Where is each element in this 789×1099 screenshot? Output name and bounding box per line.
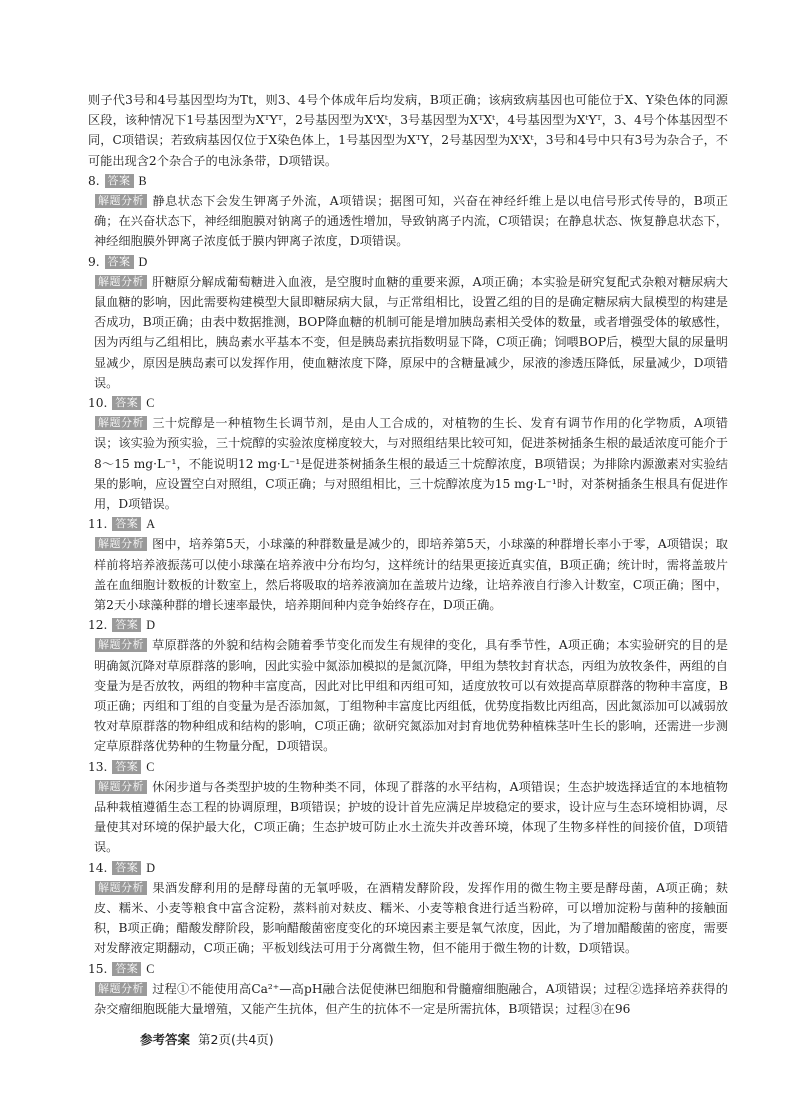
answer-value: A bbox=[146, 517, 156, 532]
question-number: 10. bbox=[88, 396, 108, 411]
question-13 bbox=[88, 757, 728, 858]
analysis-text: 图中，培养第5天，小球藻的种群数量是减少的，即培养第5天，小球藻的种群增长率小于零，A项错误；取样前将培养液振荡可以使小球藻在培养液中分布均匀，这样统计的结果更接近真实值，B项正确；统计时，需将盖玻片盖在血细胞计数板的计数室上，然后将吸取的培养液滴加在盖玻片边缘，让培养液自行渗入计数室，C项正确；图中，第2天小球藻种群的增长速率最快，培养期间种内竞争始终存在，D项正确。 bbox=[94, 537, 728, 613]
question-number: 13. bbox=[88, 759, 108, 774]
analysis-tag: 解题分析 bbox=[95, 275, 147, 289]
analysis-tag: 解题分析 bbox=[95, 982, 147, 996]
answer-tag: 答案 bbox=[112, 517, 141, 531]
answer-line bbox=[88, 171, 728, 191]
page-footer bbox=[140, 1030, 274, 1048]
answer-tag: 答案 bbox=[112, 861, 141, 875]
analysis-text: 果酒发酵利用的是酵母菌的无氧呼吸，在酒精发酵阶段，发挥作用的微生物主要是酵母菌，A项正确；麸皮、糯米、小麦等粮食中富含淀粉，蒸料前对麸皮、糯米、小麦等粮食进行适当粉碎，可以增加淀粉与菌种的接触面积，B项正确；醋酸发酵阶段，影响醋酸菌密度变化的环境因素主要是氧气浓度，因此，为了增加醋酸菌的密度，需要对发酵液定期翻动，C项正确；平板划线法可用于分离微生物，但不能用于微生物的计数，D项错误。 bbox=[94, 880, 728, 956]
answer-value: B bbox=[138, 173, 147, 188]
answer-tag: 答案 bbox=[112, 760, 141, 774]
analysis-text: 过程①不能使用高Ca²⁺—高pH融合法促使淋巴细胞和骨髓瘤细胞融合，A项错误；过程②选择培养获得的杂交瘤细胞既能大量增殖，又能产生抗体，但产生的抗体不一定是所需抗体，B项错误；过程③在96 bbox=[94, 981, 728, 1017]
answer-value: C bbox=[146, 396, 155, 411]
answer-value: C bbox=[146, 961, 155, 976]
answer-line bbox=[88, 615, 728, 635]
question-number: 14. bbox=[88, 860, 108, 875]
question-number: 15. bbox=[88, 961, 108, 976]
analysis-text: 三十烷醇是一种植物生长调节剂，是由人工合成的，对植物的生长、发育有调节作用的化学物质，A项错误；该实验为预实验，三十烷醇的实验浓度梯度较大，与对照组结果比较可知，促进茶树插条生根的最适浓度可能介于8～15 mg·L⁻¹，不能说明12 mg·L⁻¹是促进茶树插条生根的最适三十烷醇浓度，B项错误；为排除内源激素对实验结果的影响，应设置空白对照组，C项正确；与对照组相比，三十烷醇浓度为15 mg·L⁻¹时，对茶树插条生根具有促进作用，D项错误。 bbox=[94, 416, 728, 512]
analysis-tag: 解题分析 bbox=[95, 780, 147, 794]
answer-line bbox=[88, 959, 728, 979]
question-9 bbox=[88, 252, 728, 393]
question-number: 11. bbox=[88, 517, 108, 532]
answer-tag: 答案 bbox=[112, 618, 141, 632]
answer-tag: 答案 bbox=[112, 962, 141, 976]
continuation-paragraph: 则子代3号和4号基因型均为Tt，则3、4号个体成年后均发病，B项正确；该病致病基因也可能位于X、Y染色体的同源区段，该种情况下1号基因型为XᵀYᵀ，2号基因型为XᵗXᵗ，3号基因型为XᵀXᵗ，4号基因型为XᵗYᵀ，3、4号个体基因型不同，C项错误；若致病基因仅位于X染色体上，1号基因型为XᵀY，2号基因型为XᵗXᵗ，3号和4号中只有3号为杂合子，不可能出现含2个杂合子的电泳条带，D项错误。 bbox=[88, 93, 728, 168]
analysis-tag: 解题分析 bbox=[95, 194, 147, 208]
analysis-paragraph bbox=[88, 413, 728, 514]
question-15 bbox=[88, 959, 728, 1020]
analysis-tag: 解题分析 bbox=[95, 638, 147, 652]
question-number: 8. bbox=[88, 173, 100, 188]
question-14 bbox=[88, 858, 728, 959]
analysis-text: 休闲步道与各类型护坡的生物种类不同，体现了群落的水平结构，A项错误；生态护坡选择适宜的本地植物品种栽植遵循生态工程的协调原理，B项错误；护坡的设计首先应满足岸坡稳定的要求，设计应与生态环境相协调，尽量使其对环境的保护最大化，C项正确；生态护坡可防止水土流失并改善环境，体现了生物多样性的间接价值，D项错误。 bbox=[94, 779, 728, 855]
answer-line bbox=[88, 252, 728, 272]
analysis-paragraph bbox=[88, 191, 728, 252]
analysis-text: 肝糖原分解成葡萄糖进入血液，是空腹时血糖的重要来源，A项正确；本实验是研究复配式杂粮对糖尿病大鼠血糖的影响，因此需要构建模型大鼠即糖尿病大鼠，与正常组相比，设置乙组的目的是确定糖尿病大鼠模型的构建是否成功，B项正确；由表中数据推测，BOP降血糖的机制可能是增加胰岛素相关受体的数量，或者增强受体的敏感性，因为丙组与乙组相比，胰岛素水平基本不变，但是胰岛素抗指数明显下降，C项正确；饲喂BOP后，模型大鼠的尿量明显减少，原因是胰岛素可以发挥作用，使血糖浓度下降，原尿中的含糖量减少，尿液的渗透压降低，尿量减少，D项错误。 bbox=[94, 274, 728, 390]
answer-line bbox=[88, 858, 728, 878]
analysis-paragraph bbox=[88, 272, 728, 393]
footer-page-number: 第2页(共4页) bbox=[198, 1032, 274, 1047]
answer-value: D bbox=[138, 254, 148, 269]
answer-tag: 答案 bbox=[105, 174, 134, 188]
analysis-paragraph bbox=[88, 979, 728, 1019]
analysis-paragraph bbox=[88, 534, 728, 615]
answer-tag: 答案 bbox=[105, 255, 134, 269]
answer-document bbox=[88, 90, 728, 1019]
analysis-paragraph bbox=[88, 878, 728, 959]
question-number: 9. bbox=[88, 254, 100, 269]
answer-value: C bbox=[146, 759, 155, 774]
answer-value: D bbox=[146, 618, 156, 633]
analysis-text: 静息状态下会发生钾离子外流，A项错误；据图可知，兴奋在神经纤维上是以电信号形式传导的，B项正确；在兴奋状态下，神经细胞膜对钠离子的通透性增加，导致钠离子内流，C项错误；在静息状态、恢复静息状态下，神经细胞膜外钾离子浓度低于膜内钾离子浓度，D项错误。 bbox=[94, 194, 728, 249]
analysis-tag: 解题分析 bbox=[95, 537, 147, 551]
analysis-text: 草原群落的外貌和结构会随着季节变化而发生有规律的变化，具有季节性，A项正确；本实验研究的目的是明确氮沉降对草原群落的影响，因此实验中氮添加模拟的是氮沉降，甲组为禁牧封育状态，丙组为放牧条件，两组的自变量为是否放牧，两组的物种丰富度高，因此对比甲组和丙组可知，适度放牧可以有效提高草原群落的物种丰富度，B项正确；丙组和丁组的自变量为是否添加氮，丁组物种丰富度比丙组低，优势度指数比丙组高，因此氮添加可以减弱放牧对草原群落的物种组成和结构的影响，C项正确；欲研究氮添加对封育地优势种植株茎叶生长的影响，还需进一步测定草原群落优势种的生物量分配，D项错误。 bbox=[94, 638, 728, 754]
question-8 bbox=[88, 171, 728, 252]
question-number: 12. bbox=[88, 618, 108, 633]
question-10 bbox=[88, 393, 728, 514]
answer-line bbox=[88, 393, 728, 413]
answer-value: D bbox=[146, 860, 156, 875]
answer-line bbox=[88, 757, 728, 777]
question-11 bbox=[88, 514, 728, 615]
analysis-tag: 解题分析 bbox=[95, 416, 147, 430]
footer-title: 参考答案 bbox=[140, 1032, 191, 1047]
answer-tag: 答案 bbox=[112, 396, 141, 410]
analysis-paragraph bbox=[88, 777, 728, 858]
analysis-tag: 解题分析 bbox=[95, 881, 147, 895]
analysis-paragraph bbox=[88, 635, 728, 756]
question-12 bbox=[88, 615, 728, 756]
answer-line bbox=[88, 514, 728, 534]
